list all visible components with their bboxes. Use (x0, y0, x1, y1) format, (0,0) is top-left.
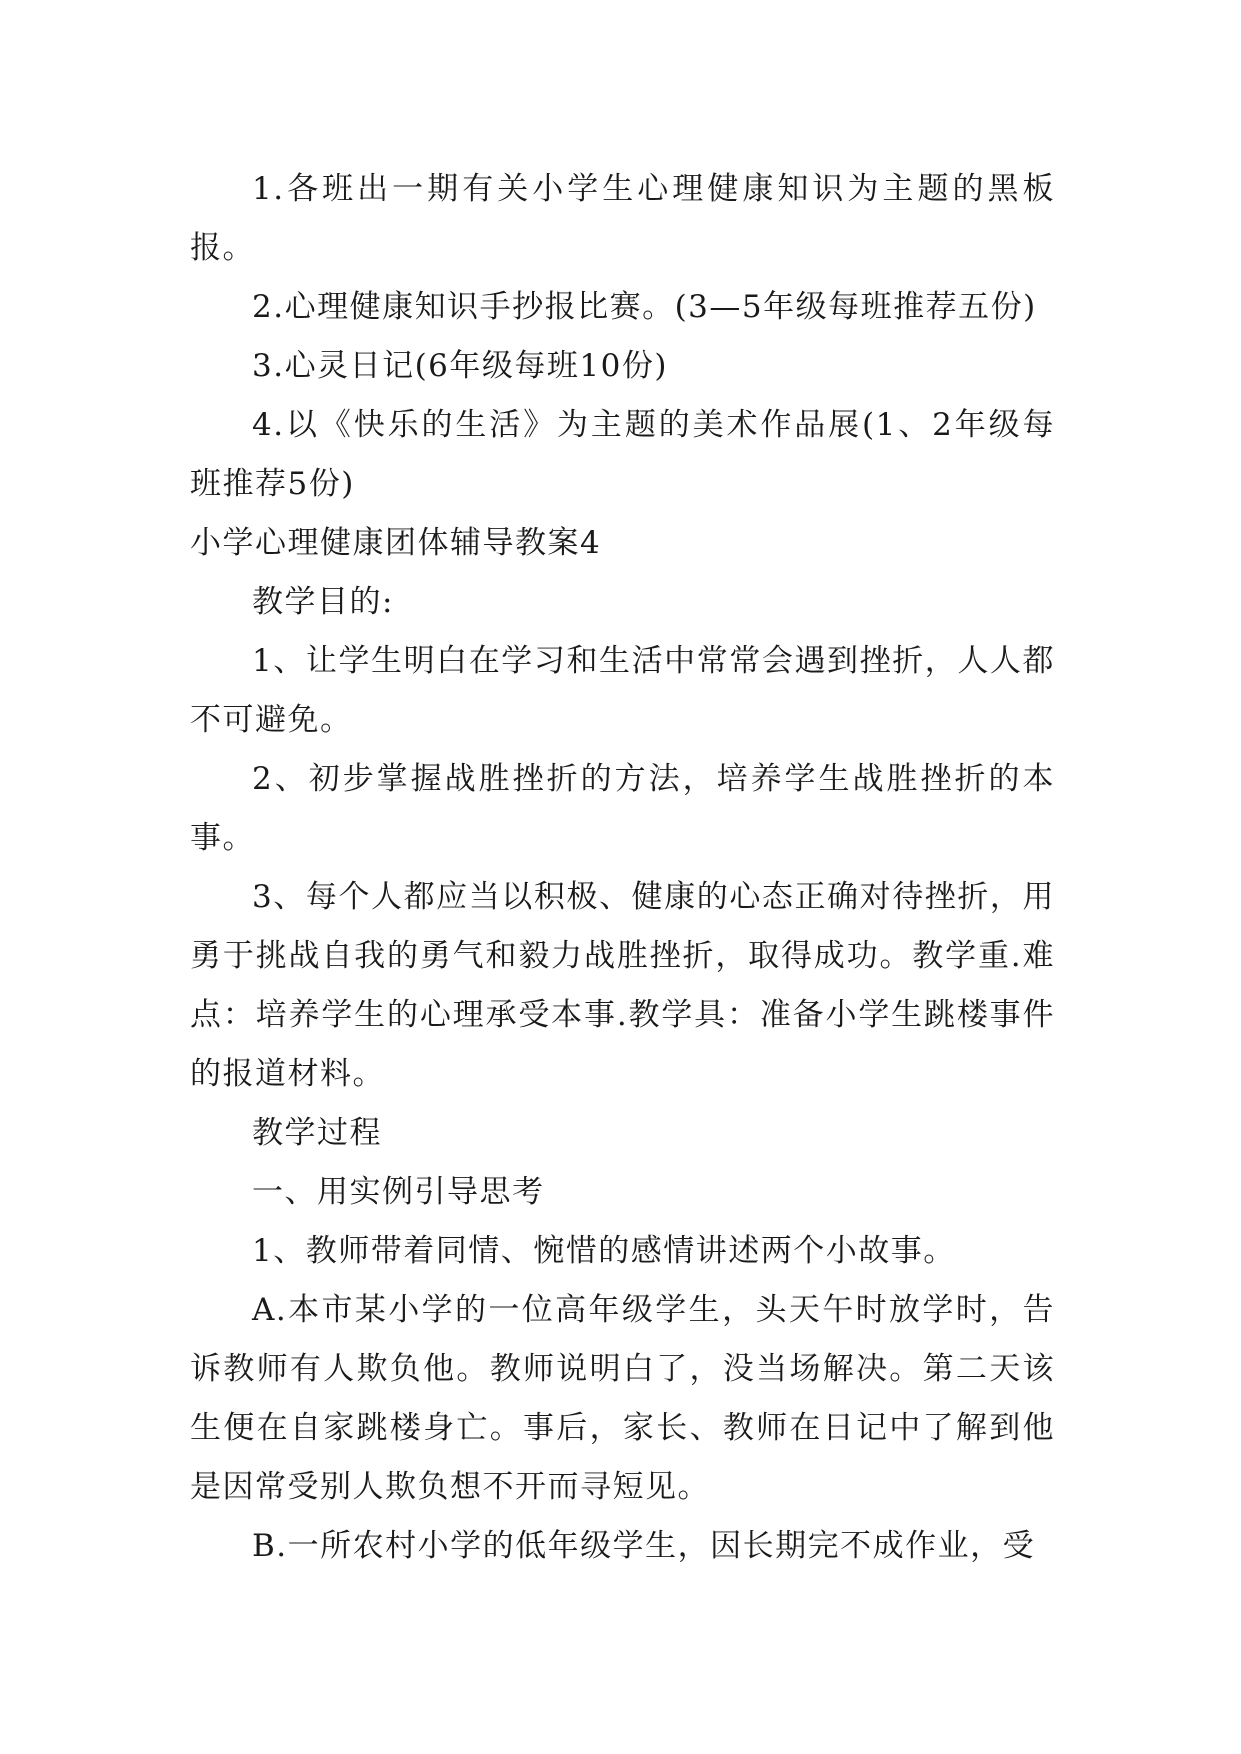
paragraph-activity-2: 2.心理健康知识手抄报比赛。(3—5年级每班推荐五份) (252, 289, 1037, 325)
paragraph-activity-4: 4.以《快乐的生活》为主题的美术作品展(1、2年级每班推荐5份) (190, 407, 1055, 502)
paragraph-step-1: 1、教师带着同情、惋惜的感情讲述两个小故事。 (252, 1233, 956, 1269)
paragraph-story-a: A.本市某小学的一位高年级学生，头天午时放学时，告诉教师有人欺负他。教师说明白了，没当场解决。第二天该生便在自家跳楼身亡。事后，家长、教师在日记中了解到他是因常受别人欺负想不开而寻短见。 (190, 1292, 1055, 1505)
document-body (190, 160, 1055, 1576)
paragraph-process-label: 教学过程 (252, 1115, 382, 1151)
section-heading: 小学心理健康团体辅导教案4 (190, 525, 602, 561)
paragraph-activity-1: 1.各班出一期有关小学生心理健康知识为主题的黑板报。 (190, 171, 1055, 266)
paragraph-story-b: B.一所农村小学的低年级学生，因长期完不成作业，受 (252, 1528, 1036, 1564)
paragraph-objective-3: 3、每个人都应当以积极、健康的心态正确对待挫折，用勇于挑战自我的勇气和毅力战胜挫折，取得成功。教学重.难点：培养学生的心理承受本事.教学具：准备小学生跳楼事件的报道材料。 (190, 879, 1055, 1092)
paragraph-objective-2: 2、初步掌握战胜挫折的方法，培养学生战胜挫折的本事。 (190, 761, 1055, 856)
paragraph-objective-1: 1、让学生明白在学习和生活中常常会遇到挫折，人人都不可避免。 (190, 643, 1055, 738)
paragraph-objectives-label: 教学目的: (252, 584, 394, 620)
paragraph-step-heading: 一、用实例引导思考 (252, 1174, 545, 1210)
paragraph-activity-3: 3.心灵日记(6年级每班10份) (252, 348, 668, 384)
